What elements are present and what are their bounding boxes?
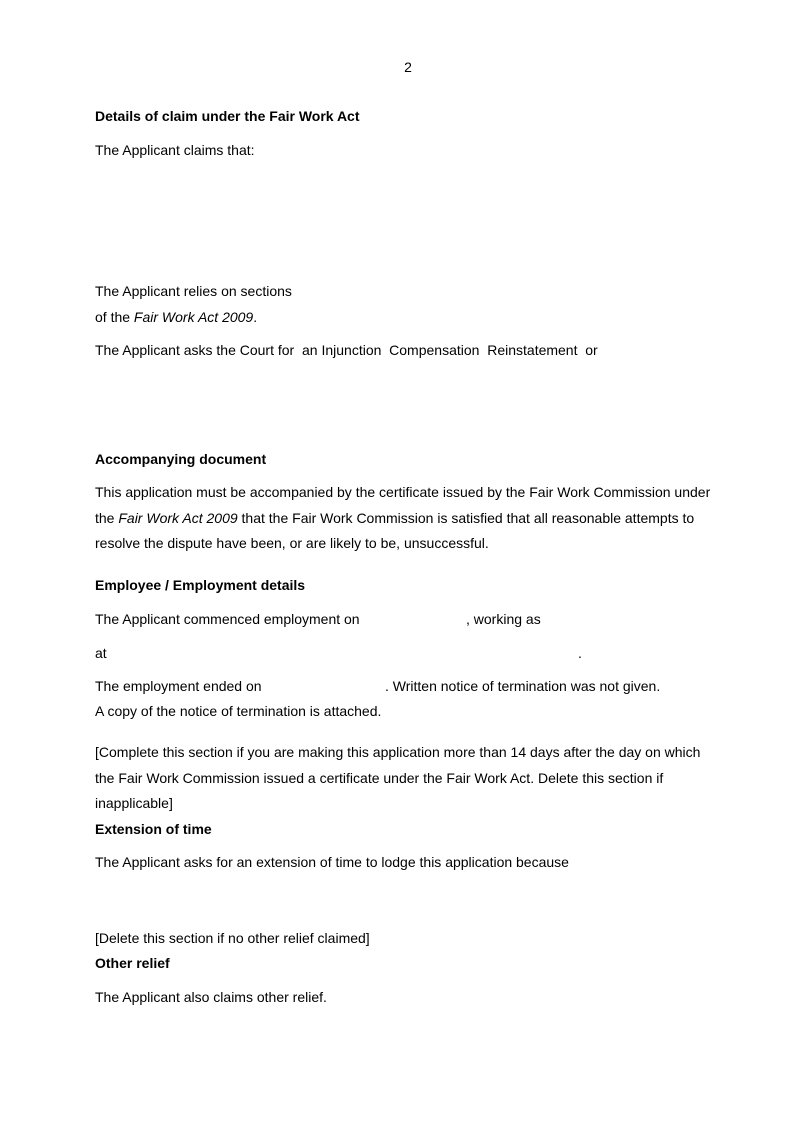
employment-heading: Employee / Employment details <box>95 577 306 593</box>
extension-heading: Extension of time <box>95 821 212 837</box>
employer-field[interactable] <box>112 644 576 662</box>
ended-date-field[interactable] <box>274 677 384 695</box>
notice-text: . Written notice of termination was not given. <box>385 678 661 694</box>
copy-notice-text: A copy of the notice of termination is attached. <box>95 703 382 719</box>
relies-line-2 <box>95 308 257 326</box>
claims-text: The Applicant claims that: <box>95 142 255 158</box>
other-relief-instruction: [Delete this section if no other relief claimed] <box>95 930 370 946</box>
at-label: at <box>95 645 107 661</box>
accompanying-heading: Accompanying document <box>95 451 267 467</box>
accompanying-paragraph <box>95 480 715 557</box>
asks-court-text: The Applicant asks the Court for an Injunction Compensation Reinstatement or <box>95 342 598 358</box>
other-relief-text: The Applicant also claims other relief. <box>95 989 327 1005</box>
commenced-date-field[interactable] <box>378 610 464 628</box>
extension-text: The Applicant asks for an extension of time to lodge this application because <box>95 854 569 870</box>
extension-instruction: [Complete this section if you are making this application more than 14 days after the day on which the Fair Work Commission issued a certificate under the Fair Work Act. Delete this section if inapplicable] <box>95 744 701 811</box>
working-as-text: , working as <box>466 611 541 627</box>
accompanying-text-1: This application must be accompanied by the certificate issued by the Fair Work Commission under the <box>95 484 711 526</box>
relies-prefix: of the <box>95 309 134 325</box>
other-relief-heading: Other relief <box>95 955 170 971</box>
claim-heading: Details of claim under the Fair Work Act <box>95 108 360 124</box>
page-number: 2 <box>404 59 412 75</box>
ended-text: The employment ended on <box>95 678 262 694</box>
accompanying-text-2: that the Fair Work Commission is satisfied that all reasonable attempts to resolve the dispute have been, or are likely to be, unsuccessful. <box>95 509 695 551</box>
at-end-period: . <box>578 645 582 661</box>
relies-line-1: The Applicant relies on sections <box>95 283 292 299</box>
job-title-field[interactable] <box>550 610 700 628</box>
act-name: Fair Work Act 2009 <box>133 309 254 325</box>
act-name-2: Fair Work Act 2009 <box>118 509 238 526</box>
relies-suffix: . <box>253 309 258 325</box>
commenced-text: The Applicant commenced employment on <box>95 611 360 627</box>
